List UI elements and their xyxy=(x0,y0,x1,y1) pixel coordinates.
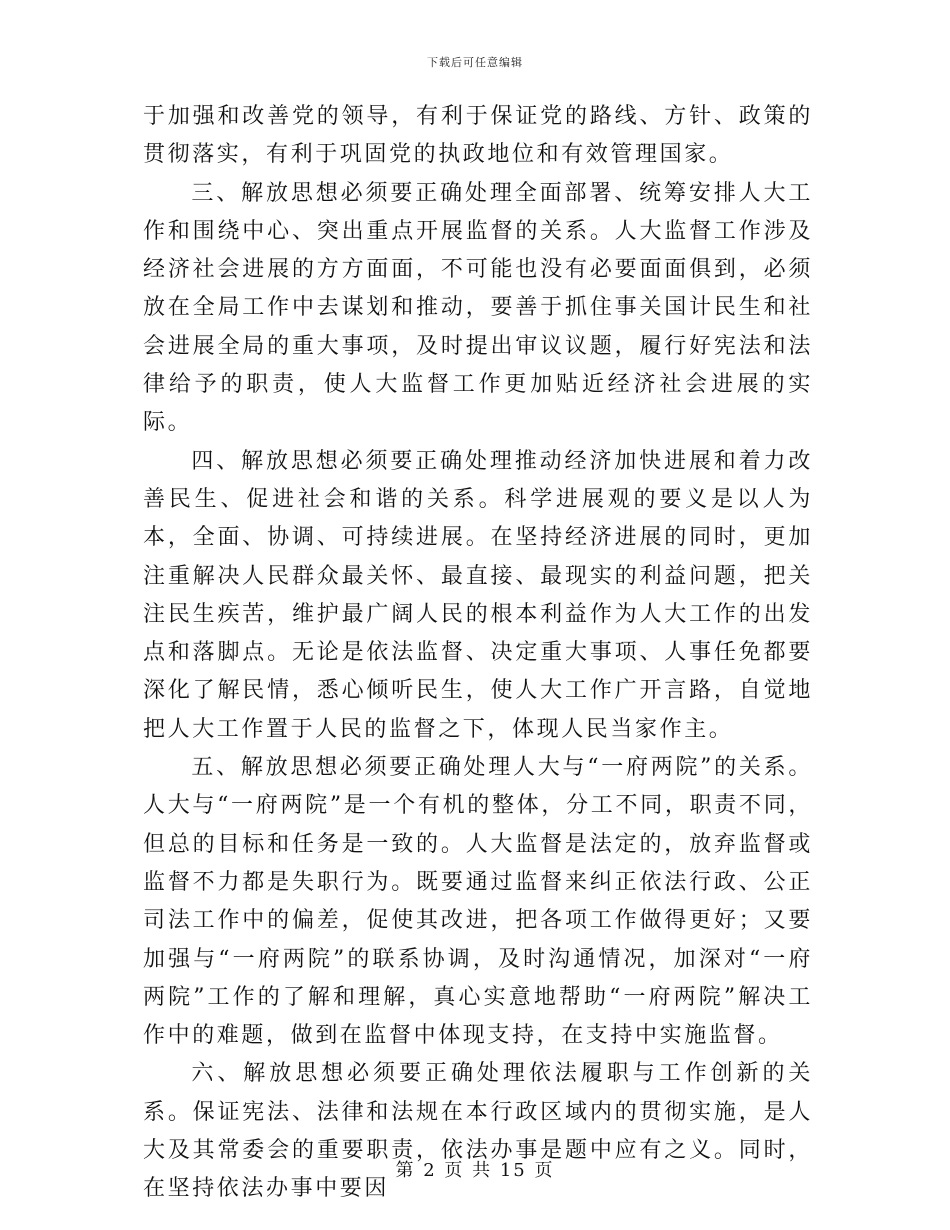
paragraph-three: 三、解放思想必须要正确处理全面部署、统筹安排人大工作和围绕中心、突出重点开展监督的关系。人大监督工作涉及经济社会进展的方方面面，不可能也没有必要面面俱到，必须放在全局工作中去谋划和推动，要善于抓住事关国计民生和社会进展全局的重大事项，及时提出审议议题，履行好宪法和法律给予的职责，使人大监督工作更加贴近经济社会进展的实际。 xyxy=(143,180,813,436)
paragraph-five: 五、解放思想必须要正确处理人大与“一府两院”的关系。人大与“一府两院”是一个有机的整体，分工不同，职责不同，但总的目标和任务是一致的。人大监督是法定的，放弃监督或监督不力都是失职行为。既要通过监督来纠正依法行政、公正司法工作中的偏差，促使其改进，把各项工作做得更好；又要加强与“一府两院”的联系协调，及时沟通情况，加深对“一府两院”工作的了解和理解，真心实意地帮助“一府两院”解决工作中的难题，做到在监督中体现支持，在支持中实施监督。 xyxy=(143,755,813,1049)
body-text xyxy=(143,98,813,1209)
paragraph-six: 六、解放思想必须要正确处理依法履职与工作创新的关系。保证宪法、法律和法规在本行政区域内的贯彻实施，是人大及其常委会的重要职责，依法办事是题中应有之义。同时，在坚持依法办事中要因 xyxy=(143,1061,813,1202)
page-number: 第 2 页 共 15 页 xyxy=(395,1160,555,1181)
paragraph-four: 四、解放思想必须要正确处理推动经济加快进展和着力改善民生、促进社会和谐的关系。科学进展观的要义是以人为本，全面、协调、可持续进展。在坚持经济进展的同时，更加注重解决人民群众最关怀、最直接、最现实的利益问题，把关注民生疾苦，维护最广阔人民的根本利益作为人大工作的出发点和落脚点。无论是依法监督、决定重大事项、人事任免都要深化了解民情，悉心倾听民生，使人大工作广开言路，自觉地把人大工作置于人民的监督之下，体现人民当家作主。 xyxy=(143,448,813,742)
header-note: 下载后可任意编辑 xyxy=(427,56,523,69)
paragraph-continuation: 于加强和改善党的领导，有利于保证党的路线、方针、政策的贯彻落实，有利于巩固党的执政地位和有效管理国家。 xyxy=(143,104,813,168)
